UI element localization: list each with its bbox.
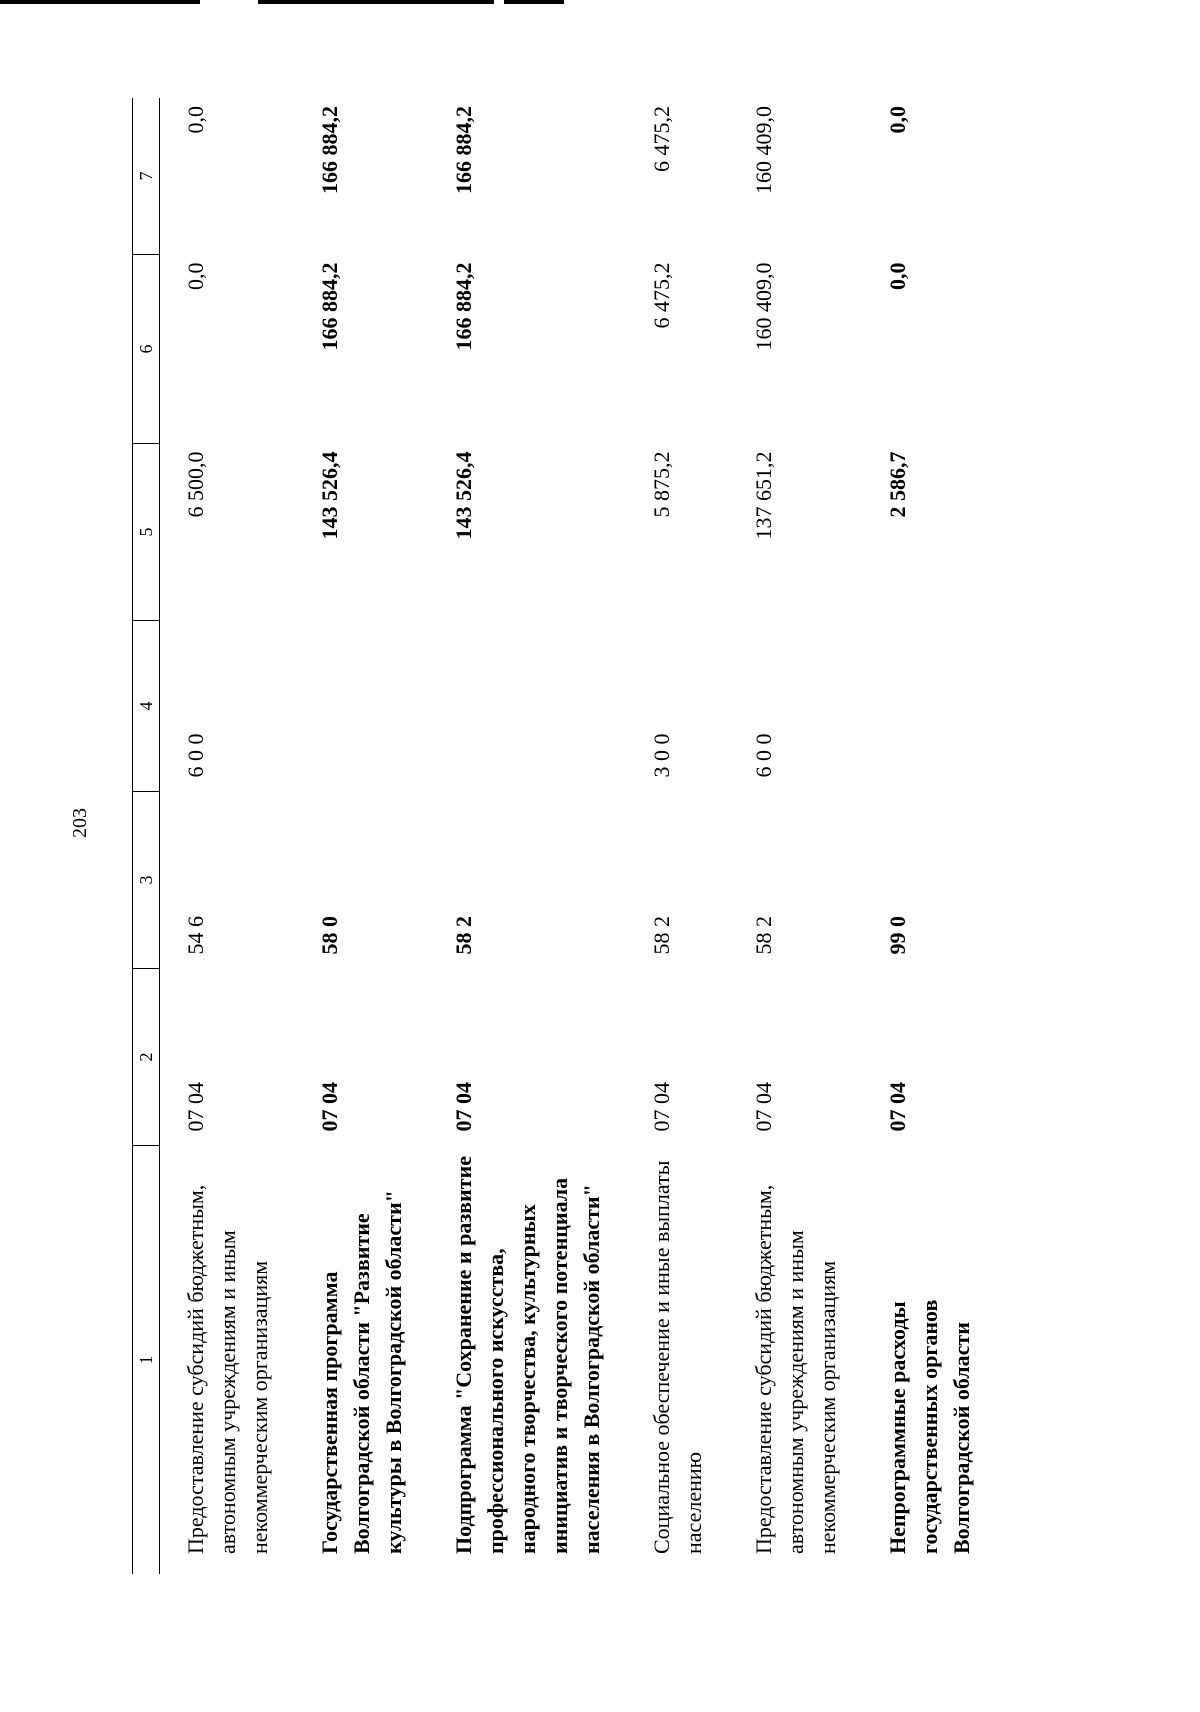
row-expense-type: 6 0 0 [183,733,208,778]
column-header-3: 3 [133,792,160,969]
row-amount-col6: 166 884,2 [451,262,476,351]
row-amount-col5: 5 875,2 [649,451,674,518]
row-name: Подпрограмма "Сохранение и развитие профессионального искусства, народного творчества, культурных инициатив и творческого потенциала населения в Волгоградской области" [451,1156,604,1554]
column-header-7: 7 [133,98,160,255]
row-amount-col7: 160 409,0 [751,106,776,194]
scan-edge-mark-center [258,0,494,4]
table-row [428,98,626,1574]
row-expense-type [294,621,428,792]
row-expense-type [428,621,626,792]
table-row [160,98,295,1574]
rotated-page-content [132,104,1092,1574]
row-section-code: 07 04 [751,1082,776,1132]
row-program-code: 99 0 [885,916,910,955]
column-header-1: 1 [133,1146,160,1575]
column-header-5: 5 [133,444,160,621]
scan-edge-mark-left [0,0,200,4]
row-amount-col6: 166 884,2 [317,262,342,351]
row-amount-col7: 0,0 [885,106,910,134]
row-name: Предоставление субсидий бюджетным, автономным учреждениям и иным некоммерческим организациям [183,1184,272,1554]
row-name: Социальное обеспечение и иные выплаты населению [649,1160,706,1554]
row-program-code: 58 2 [751,916,776,955]
header-row [133,98,160,1574]
row-amount-col6: 160 409,0 [751,262,776,351]
column-header-2: 2 [133,969,160,1146]
row-program-code: 58 0 [317,916,342,955]
row-amount-col7: 0,0 [183,106,208,134]
column-header-6: 6 [133,255,160,444]
row-name: Предоставление субсидий бюджетным, автономным учреждениям и иным некоммерческим организациям [751,1184,840,1554]
row-amount-col6: 0,0 [885,262,910,290]
row-section-code: 07 04 [183,1082,208,1132]
row-amount-col6: 6 475,2 [649,262,674,329]
row-program-code: 58 2 [451,916,476,955]
row-amount-col7: 6 475,2 [649,106,674,172]
row-program-code: 54 6 [183,916,208,955]
page-number: 203 [69,808,91,838]
row-section-code: 07 04 [317,1082,342,1132]
row-name: Государственная программа Волгоградской области "Развитие культуры в Волгоградской области" [317,1190,406,1554]
table-row [862,98,996,1574]
row-section-code: 07 04 [649,1082,674,1132]
row-amount-col6: 0,0 [183,262,208,290]
table-row [294,98,428,1574]
row-program-code: 58 2 [649,916,674,955]
table-row [626,98,728,1574]
row-section-code: 07 04 [885,1082,910,1132]
row-amount-col7: 166 884,2 [451,106,476,194]
row-amount-col5: 143 526,4 [451,451,476,540]
budget-table [132,98,996,1574]
table-row [728,98,862,1574]
row-amount-col5: 143 526,4 [317,451,342,540]
row-expense-type: 6 0 0 [751,733,776,778]
row-expense-type [862,621,996,792]
row-amount-col7: 166 884,2 [317,106,342,194]
row-amount-col5: 2 586,7 [885,451,910,518]
row-expense-type: 3 0 0 [649,733,674,778]
row-amount-col5: 137 651,2 [751,451,776,540]
row-name: Непрограммные расходы государственных органов Волгоградской области [885,1299,974,1554]
row-amount-col5: 6 500,0 [183,451,208,518]
row-section-code: 07 04 [451,1082,476,1132]
column-header-4: 4 [133,621,160,792]
scan-edge-mark-right [504,0,564,4]
